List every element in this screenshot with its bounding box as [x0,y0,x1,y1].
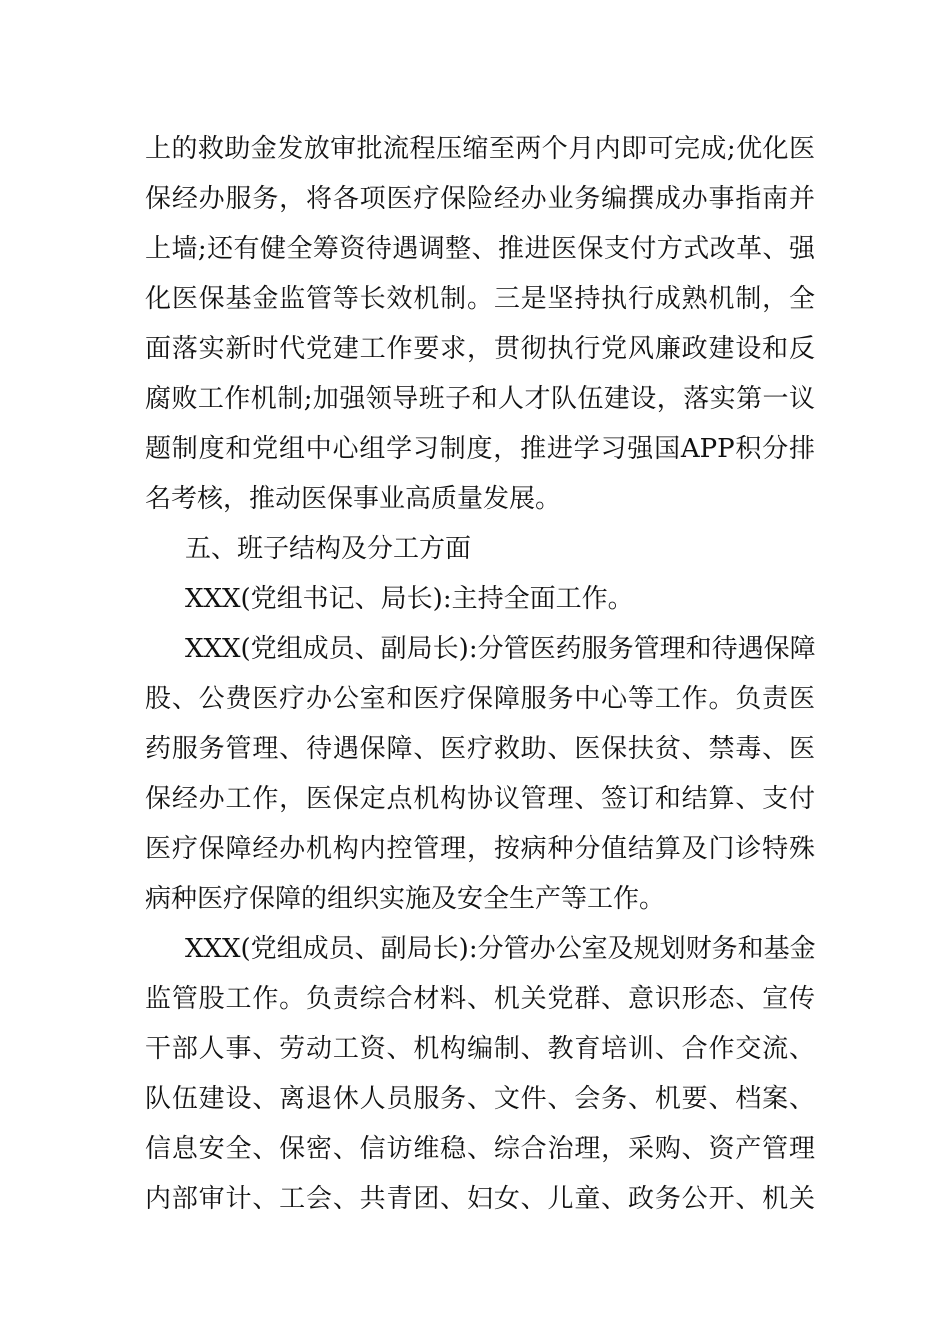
text-line: XXX(党组成员、副局长):分管办公室及规划财务和基金 [185,934,816,964]
text-line: 监管股工作。负责综合材料、机关党群、意识形态、宣传 [145,984,815,1014]
paragraph-deputy-1 [145,624,815,924]
text-line: 信息安全、保密、信访维稳、综合治理，采购、资产管理 [145,1134,815,1164]
text-line: 药服务管理、待遇保障、医疗救助、医保扶贫、禁毒、医 [145,734,815,764]
document-body [145,124,815,1224]
text-line: 医疗保障经办机构内控管理，按病种分值结算及门诊特殊 [145,834,815,864]
text-line: 面落实新时代党建工作要求，贯彻执行党风廉政建设和反 [145,334,815,364]
section-heading-text: 五、班子结构及分工方面 [185,534,472,564]
text-line: 名考核，推动医保事业高质量发展。 [145,484,562,514]
text-line: 腐败工作机制;加强领导班子和人才队伍建设，落实第一议 [145,384,815,414]
text-line: 干部人事、劳动工资、机构编制、教育培训、合作交流、 [145,1034,815,1064]
paragraph-director [145,574,815,624]
text-line: 内部审计、工会、共青团、妇女、儿童、政务公开、机关 [145,1184,815,1214]
text-line: 队伍建设、离退休人员服务、文件、会务、机要、档案、 [145,1084,815,1114]
text-line: XXX(党组书记、局长):主持全面工作。 [185,584,634,614]
text-line: 股、公费医疗办公室和医疗保障服务中心等工作。负责医 [145,684,815,714]
paragraph-continuation [145,124,815,524]
text-line: 题制度和党组中心组学习制度，推进学习强国APP积分排 [145,434,815,464]
text-line: XXX(党组成员、副局长):分管医药服务管理和待遇保障 [185,634,816,664]
text-line: 保经办服务，将各项医疗保险经办业务编撰成办事指南并 [145,184,815,214]
text-line: 化医保基金监管等长效机制。三是坚持执行成熟机制，全 [145,284,815,314]
text-line: 保经办工作，医保定点机构协议管理、签订和结算、支付 [145,784,815,814]
text-line: 病种医疗保障的组织实施及安全生产等工作。 [145,884,666,914]
text-line: 上的救助金发放审批流程压缩至两个月内即可完成;优化医 [145,134,815,164]
paragraph-deputy-2 [145,924,815,1224]
text-line: 上墙;还有健全筹资待遇调整、推进医保支付方式改革、强 [145,234,815,264]
section-heading [145,524,815,574]
